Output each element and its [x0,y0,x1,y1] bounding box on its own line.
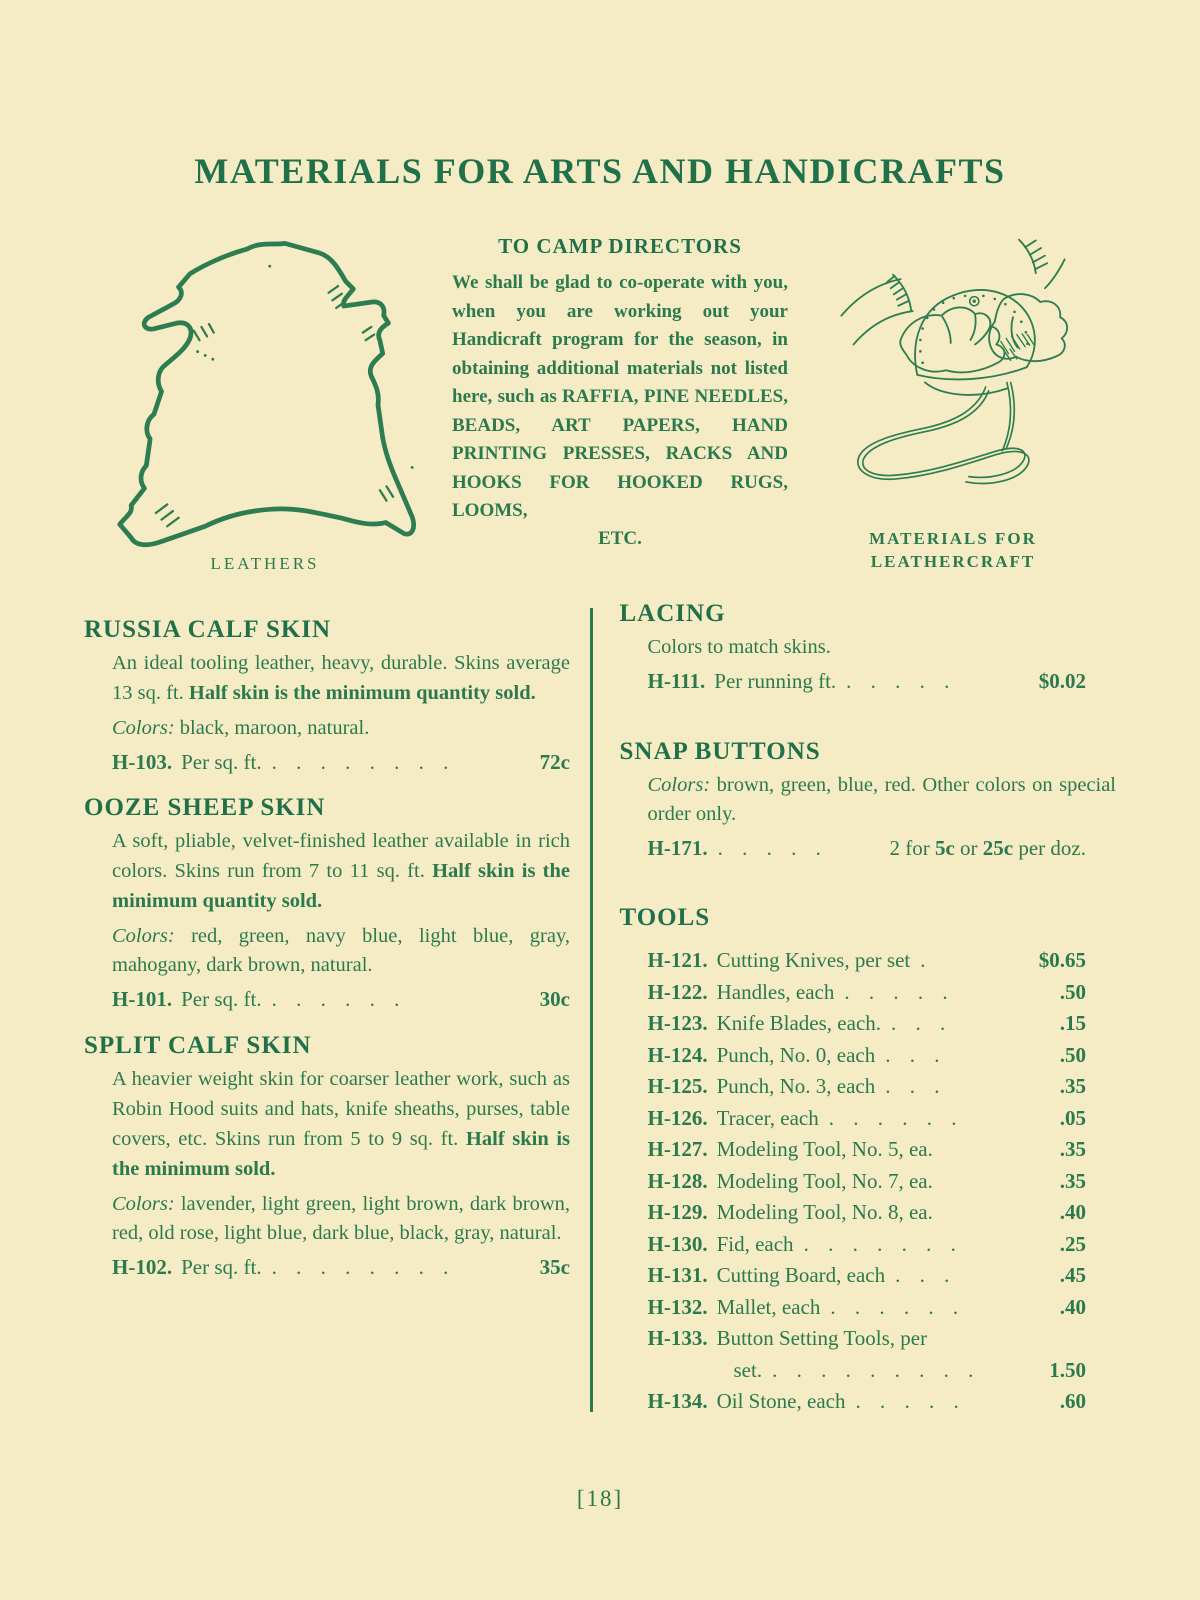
section-description [84,1065,570,1185]
section-description [84,827,570,917]
item-price: 72c [539,749,570,774]
item-price-text [889,833,1086,865]
item-price: .35 [1059,1168,1086,1193]
item-label: Handles, each [716,979,835,1004]
colors-list: black, maroon, natural. [179,716,370,739]
item-code: H-125. [647,1074,708,1099]
dot-leader: . . . . . [855,1389,966,1414]
price-part: 2 for [889,835,935,860]
page-number: [18] [576,1486,624,1511]
dot-leader: . . . . . . . [803,1231,963,1256]
price-line [84,984,570,1016]
right-column [593,600,1117,1418]
leathercraft-caption-line2: LEATHERCRAFT [870,551,1036,571]
camp-directors-etc: ETC. [598,527,642,549]
item-price: 35c [539,1254,570,1279]
item-price: .15 [1059,1011,1086,1036]
item-code: H-103. [112,749,173,774]
colors-line [620,771,1117,829]
dot-leader: . . . . . [717,835,828,860]
item-code: H-132. [647,1294,708,1319]
colors-label: Colors: [112,1192,175,1215]
price-part: per doz. [1013,835,1086,860]
dot-leader: . . . . . [846,669,957,694]
item-price: 30c [539,987,570,1012]
colors-line [84,922,570,980]
dot-leader: . . . . . . . . [271,1254,456,1279]
snap-buttons-section [620,738,1117,865]
dot-leader: . . . . . . [830,1294,966,1319]
tool-row [620,1386,1117,1418]
left-column [84,600,590,1418]
item-label: Cutting Board, each [716,1263,886,1288]
item-label: Knife Blades, each. [716,1011,882,1036]
tool-row [620,1292,1117,1324]
tool-row [620,977,1117,1009]
price-part: or [954,835,983,860]
description-bold-text: Half skin is the minimum quantity sold. [112,860,570,913]
colors-line [84,714,570,743]
item-price: .35 [1059,1074,1086,1099]
tool-row [620,1355,1117,1387]
item-price: .60 [1059,1389,1086,1414]
product-section [84,616,570,778]
item-label: Button Setting Tools, per [716,1326,928,1351]
item-code: H-128. [647,1168,708,1193]
leathers-caption: LEATHERS [210,554,320,573]
item-label: Cutting Knives, per set [716,948,911,973]
tool-row [620,1323,1117,1355]
item-code: H-134. [647,1389,708,1414]
colors-label: Colors: [647,773,711,796]
item-code: H-124. [647,1042,708,1067]
description-bold-text: Half skin is the minimum sold. [112,1127,571,1180]
dot-leader: . . . . . [844,979,955,1004]
price-part-bold: 5c [934,835,955,860]
item-price: $0.02 [1038,669,1086,694]
header-row [0,226,1200,574]
price-line [620,666,1117,698]
description-text: A heavier weight skin for coarser leather work, such as Robin Hood suits and hats, knife sheaths, purses, table covers, etc. Skins run from 5 to 9 sq. ft. [112,1067,570,1150]
leather-hide-illustration [90,232,440,550]
item-price: .25 [1059,1231,1086,1256]
dot-leader: . . . [885,1074,947,1099]
item-price: .50 [1059,979,1086,1004]
item-price: .35 [1059,1137,1086,1162]
tool-row [620,1103,1117,1135]
section-heading: SNAP BUTTONS [619,737,821,765]
item-price: $0.65 [1038,948,1086,973]
price-part-bold: 25c [982,835,1014,860]
colors-list: red, green, navy blue, light blue, gray, mahogany, dark brown, natural. [112,925,570,977]
camp-directors-heading: TO CAMP DIRECTORS [498,234,742,258]
item-code: H-111. [647,669,706,694]
item-code: H-101. [112,987,173,1012]
item-label: Tracer, each [716,1105,819,1130]
item-label: Modeling Tool, No. 5, ea. [716,1137,933,1162]
colors-list: lavender, light green, light brown, dark brown, red, old rose, light blue, dark blue, black, gray, natural. [112,1192,570,1244]
item-label: Mallet, each [716,1294,821,1319]
item-unit: Per running ft. [714,669,837,694]
description-text: An ideal tooling leather, heavy, durable. Skins average 13 sq. ft. [112,652,570,704]
item-price: .40 [1059,1294,1086,1319]
dot-leader: . . . [891,1011,953,1036]
item-code: H-133. [647,1326,708,1351]
tool-row [620,1260,1117,1292]
description-bold-text: Half skin is the minimum quantity sold. [188,681,536,704]
hands-lacing-illustration [788,226,1118,526]
item-code: H-123. [647,1011,708,1036]
item-label: Punch, No. 3, each [716,1074,876,1099]
price-line [84,1252,570,1284]
item-price: .45 [1059,1263,1086,1288]
description-text: A soft, pliable, velvet-finished leather available in rich colors. Skins run from 7 to 11 sq. ft. [112,830,570,883]
item-code: H-171. [647,835,708,860]
section-heading: LACING [619,600,726,627]
colors-label: Colors: [112,716,175,739]
item-label: Modeling Tool, No. 8, ea. [716,1200,933,1225]
section-heading: TOOLS [619,904,711,932]
colors-line [84,1190,570,1248]
item-price: .40 [1059,1200,1086,1225]
colors-label: Colors: [112,925,175,948]
tool-row [620,1008,1117,1040]
item-code: H-126. [647,1105,708,1130]
item-label: Punch, No. 0, each [716,1042,876,1067]
tools-section [620,904,1117,1418]
lacing-section [620,600,1117,698]
product-section [84,794,570,1015]
item-unit: Per sq. ft. [181,1254,262,1279]
item-code: H-102. [112,1254,173,1279]
tool-row [620,1166,1117,1198]
price-line [620,833,1117,865]
item-code: H-121. [647,948,708,973]
colors-list: brown, green, blue, red. Other colors on special order only. [647,773,1117,825]
section-heading: RUSSIA CALF SKIN [84,616,332,643]
dot-leader: . . . . . . . . . [772,1357,981,1382]
tool-row [620,1229,1117,1261]
leathercraft-figure [788,226,1118,574]
tool-row [620,1040,1117,1072]
item-code: H-131. [647,1263,708,1288]
item-code: H-127. [647,1137,708,1162]
item-code: H-122. [647,979,708,1004]
item-price: .05 [1059,1105,1086,1130]
section-description [84,649,570,709]
leathercraft-caption [788,528,1118,574]
item-label: set. [733,1357,763,1382]
item-label: Fid, each [716,1231,794,1256]
dot-leader: . . . . . . . . [271,749,456,774]
price-list-columns [0,600,1200,1418]
leather-hide-figure [84,226,446,574]
item-label: Modeling Tool, No. 7, ea. [716,1168,933,1193]
item-label: Oil Stone, each [716,1389,846,1414]
product-section [84,1032,570,1283]
item-code: H-130. [647,1231,708,1256]
leathercraft-caption-line1: MATERIALS FOR [869,529,1037,548]
tool-row [620,945,1117,977]
tool-row [620,1071,1117,1103]
dot-leader: . . . . . . [828,1105,964,1130]
page-title: MATERIALS FOR ARTS AND HANDICRAFTS [194,151,1006,191]
dot-leader: . . . . . . [271,987,407,1012]
lacing-note: Colors to match skins. [647,636,831,658]
price-line [84,747,570,779]
camp-directors-note [452,226,788,550]
tool-row [620,1134,1117,1166]
item-price: .50 [1059,1042,1086,1067]
item-price: 1.50 [1049,1357,1086,1382]
dot-leader: . . . [885,1042,947,1067]
section-heading: SPLIT CALF SKIN [84,1031,312,1059]
dot-leader: . [920,948,933,973]
camp-directors-body: We shall be glad to co-operate with you, when you are working out your Handicraft program for the season, in obtaining additional materials not listed here, such as RAFFIA, PINE NEEDLES, BEADS, ART PAPERS, HAND PRINTING PRESSES, RACKS AND HOOKS FOR HOOKED RUGS, LOOMS, [452,272,788,521]
item-unit: Per sq. ft. [181,749,262,774]
tool-row [620,1197,1117,1229]
hide-hatch-marks [156,286,393,526]
dot-leader: . . . [895,1263,957,1288]
section-heading: OOZE SHEEP SKIN [84,794,326,822]
tools-list [620,945,1117,1418]
item-code: H-129. [647,1200,708,1225]
item-unit: Per sq. ft. [181,987,262,1012]
